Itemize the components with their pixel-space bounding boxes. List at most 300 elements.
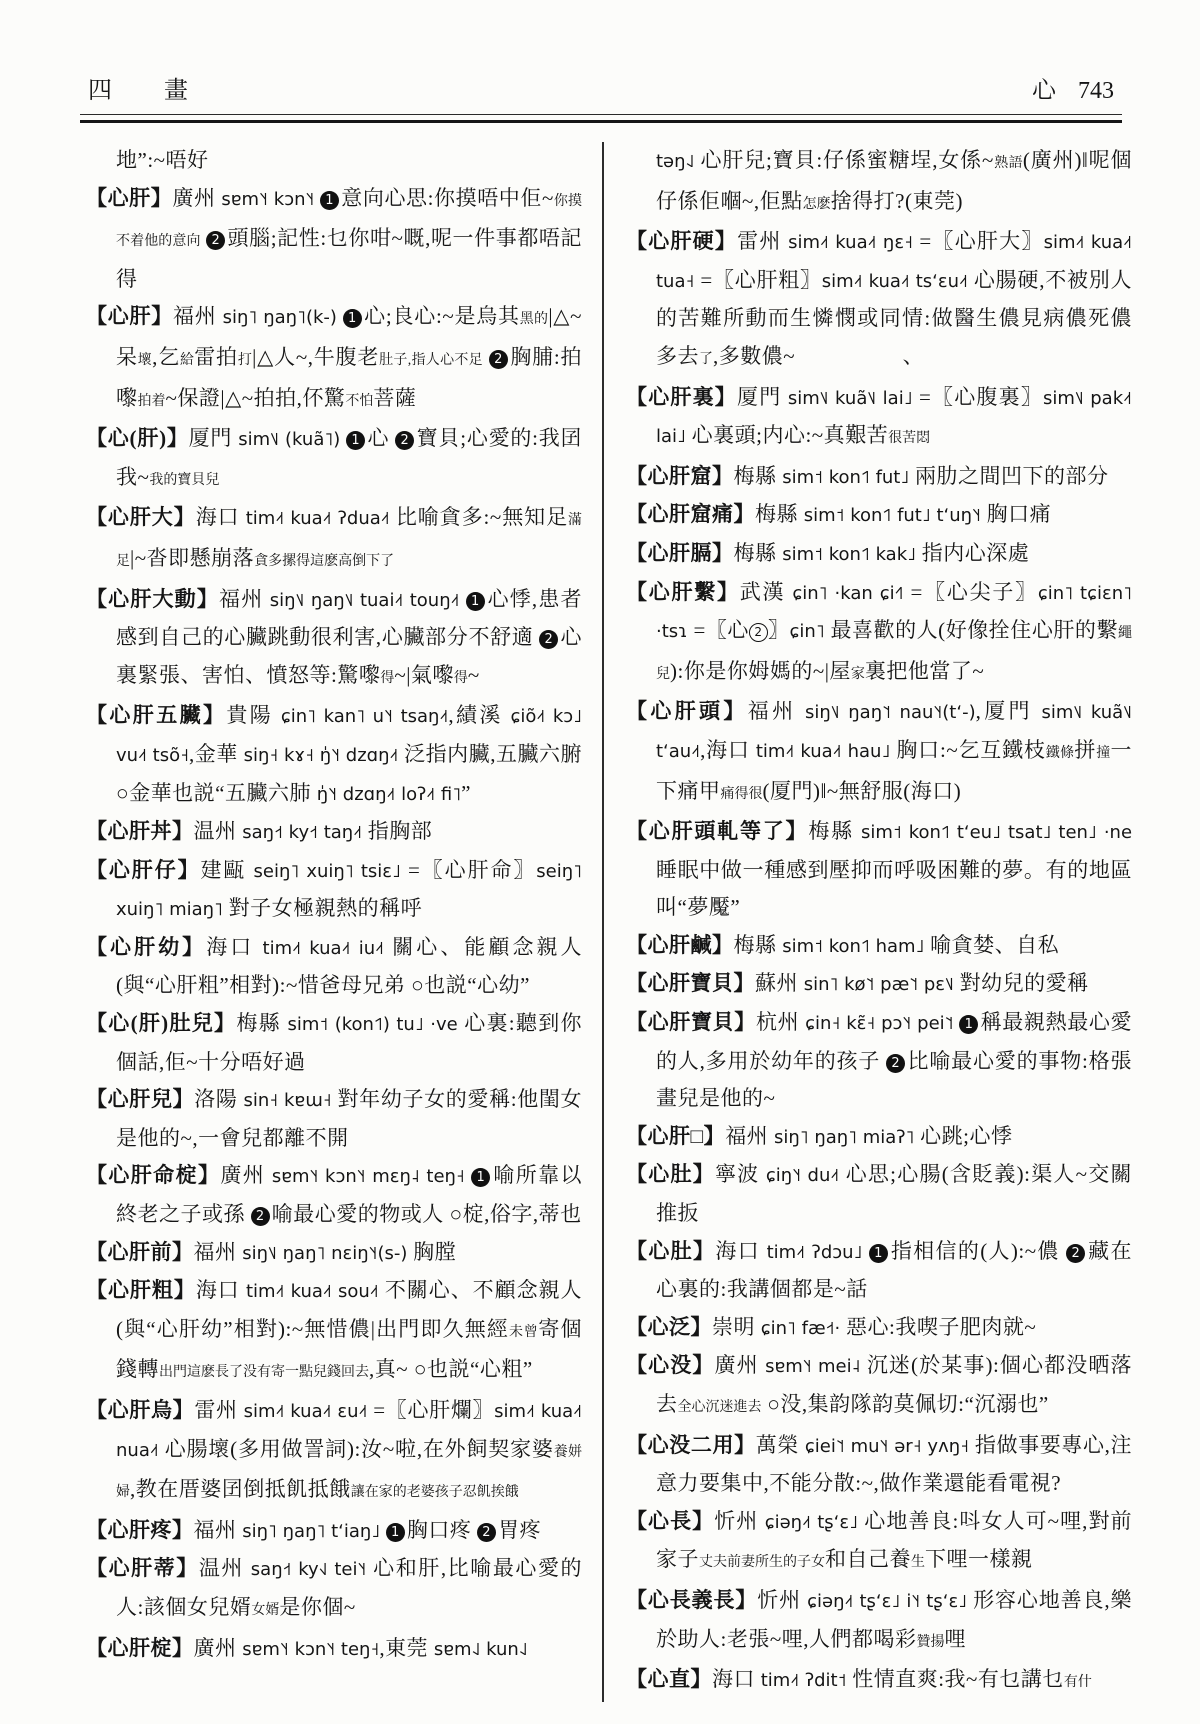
black-circled-number: 2: [395, 431, 414, 450]
definition-text: 兩肋之間凹下的部分: [914, 463, 1109, 488]
definition-text: 心和肝,比喻最心愛的人:該個女兒婿: [116, 1556, 583, 1619]
dictionary-entry: [86, 1512, 582, 1551]
definition-text: |△~呆: [116, 304, 583, 369]
phonetic-transcription: ŋ̍˥˧ dzɑŋ˨˦ loʔ˨˦ fi˥: [316, 783, 462, 805]
definition-text: =〖心腹裏〗: [919, 384, 1044, 409]
small-gloss: 女婿: [251, 1602, 280, 1618]
phonetic-transcription: ɕiŋ˥˧ du˨˦: [765, 1165, 846, 1187]
definition-text: 忻州: [714, 1508, 765, 1533]
small-gloss: 黑的: [519, 312, 549, 328]
definition-text: 胃疼: [498, 1517, 542, 1542]
dictionary-entry: [86, 1081, 582, 1157]
black-circled-number: 1: [471, 1168, 490, 1187]
phonetic-transcription: sim˥˩ pak˨˦ lai˩: [656, 387, 1132, 448]
definition-text: 寶貝;心愛的:我囝我~: [116, 426, 583, 489]
definition-text: ,真~ ○也説“心粗”: [369, 1357, 533, 1382]
black-circled-number: 2: [539, 630, 558, 649]
dictionary-entry: [626, 1156, 1132, 1232]
phonetic-transcription: sim˨˦ kua˨˦ nua˨˦: [116, 1401, 583, 1461]
headword: 【心肝命椗】: [86, 1163, 221, 1188]
definition-text: 一下痛甲: [656, 737, 1133, 803]
black-circled-number: 1: [346, 431, 365, 450]
definition-text: 廣州: [220, 1163, 272, 1188]
headword: 【心肝丼】: [86, 819, 194, 844]
definition-text: 梅縣: [733, 463, 783, 488]
definition-text: 心腸壞(多用做詈詞):汝~啦,在外飼契家婆: [164, 1436, 554, 1461]
definition-text: 梅縣: [755, 502, 804, 527]
dictionary-entry: [86, 852, 582, 929]
small-gloss: 讓在家的老婆孩子忍飢挨餓: [350, 1485, 519, 1501]
headword: 【心肝粗】: [86, 1278, 196, 1303]
definition-text: |△人~,牛腹老: [252, 344, 380, 369]
definition-text: 指内心深處: [921, 540, 1030, 565]
phonetic-transcription: sim˨˦ kua˨˦ tua˧: [656, 232, 1133, 292]
small-gloss: 有什: [1063, 1675, 1092, 1691]
phonetic-transcription: sim˥˩ kuã˥˩ lai˩: [787, 387, 919, 409]
small-gloss: 給: [179, 352, 195, 368]
black-circled-number: 2: [251, 1207, 270, 1226]
phonetic-transcription: ɕiõ˨˦ kɔ˩ vu˨˦ tsõ˧: [116, 706, 583, 766]
headword: 【心肝大動】: [86, 586, 220, 611]
small-gloss: 不怕: [345, 393, 374, 409]
definition-text: 胸脯:拍嚟: [116, 344, 583, 410]
small-gloss: 怎麽: [802, 196, 831, 212]
dictionary-entry: [626, 223, 1132, 378]
phonetic-transcription: ɕin˥ kan˥ u˥˧ tsaŋ˨˦: [280, 706, 449, 728]
small-gloss: 我的寶貝兒: [149, 472, 220, 488]
dictionary-entry: [86, 1392, 582, 1512]
definition-text: ,海口: [700, 737, 756, 762]
phonetic-transcription: seiŋ˥ xuiŋ˥ tsiɛ˩: [253, 860, 409, 882]
small-gloss: 很苦悶: [888, 431, 931, 447]
definition-text: 頭腦;記性:乜你咁~嘅,呢一件事都唔記得: [116, 226, 583, 291]
definition-text: 雷拍: [194, 344, 238, 369]
white-circled-number: 2: [749, 623, 768, 642]
small-gloss: 繩兒: [656, 626, 1133, 682]
definition-text: 對子女極親熱的稱呼: [228, 896, 423, 921]
phonetic-transcription: ɕin˥ tɕiɛn˥ ·tsɿ: [656, 582, 1133, 643]
phonetic-transcription: sim˦ kon˦˥ fut˩: [782, 466, 915, 488]
phonetic-transcription: sɐm˥˧ kɔn˥˧: [221, 188, 321, 210]
definition-text: 地”:~唔好: [116, 148, 209, 172]
phonetic-transcription: ɕiei˥˦ mu˥˧ ər˧ yʌŋ˧: [804, 1435, 975, 1457]
dictionary-column-left: [86, 142, 602, 1702]
small-gloss: 家: [850, 666, 865, 682]
headword: 【心直】: [626, 1667, 712, 1692]
definition-text: 對幼兒的愛稱: [959, 971, 1089, 996]
definition-text: 比喻貪多:~無知足: [395, 505, 569, 530]
dictionary-entry: [86, 1157, 582, 1233]
definition-text: =〖心肝大〗: [919, 229, 1044, 254]
definition-text: 最喜歡的人(好像拴住心肝的繫: [830, 618, 1119, 643]
dictionary-entry: [626, 458, 1132, 497]
definition-text: 稱最親熱最心愛的人,多用於幼年的孩子: [656, 1010, 1133, 1073]
dictionary-entry: [626, 965, 1132, 1004]
definition-text: 雷州: [194, 1398, 244, 1422]
definition-text: 厦門: [737, 384, 788, 409]
definition-text: 福州: [193, 1517, 243, 1542]
black-circled-number: 2: [886, 1054, 905, 1073]
definition-text: 福州: [173, 304, 223, 329]
phonetic-transcription: tim˨˦ kua˨˦ iu˨˦: [262, 937, 393, 959]
phonetic-transcription: sɐm˥˧ kɔn˥˧ teŋ˧: [242, 1638, 380, 1660]
headword: 【心肝】: [86, 185, 173, 210]
dictionary-entry: [86, 697, 582, 813]
definition-text: 梅縣: [733, 540, 783, 565]
definition-text: 捨得打?(東莞): [830, 188, 963, 213]
dictionary-entry: [626, 1004, 1132, 1118]
definition-text: ~: [467, 662, 480, 687]
definition-text: 拼: [1074, 737, 1097, 762]
phonetic-transcription: seiŋ˥ xuiŋ˥ miaŋ˥: [116, 860, 583, 921]
definition-text: 洛陽: [194, 1087, 244, 1112]
definition-text: 指做事要專心,注意力要集中,不能分散:~,做作業還能看電視?: [656, 1432, 1132, 1496]
black-circled-number: 1: [869, 1244, 888, 1263]
black-circled-number: 1: [320, 191, 339, 210]
definition-text: 喻所靠以終老之子或孫: [116, 1163, 583, 1227]
headword: 【心長義長】: [626, 1587, 758, 1612]
small-gloss: 生: [911, 1555, 925, 1571]
dictionary-entry: [626, 1661, 1132, 1702]
entry-continuation: [86, 142, 582, 180]
definition-text: 心裏:聽到你個話,佢~十分唔好過: [116, 1011, 582, 1074]
dictionary-entry: [86, 499, 582, 580]
definition-text: 萬榮: [755, 1432, 805, 1457]
headword: 【心泛】: [626, 1314, 712, 1339]
small-gloss: 熟語: [993, 156, 1023, 171]
definition-text: 睡眠中做一種感到壓抑而呼吸困難的夢。有的地區叫“夢魘”: [656, 857, 1132, 920]
definition-text: 是你個~: [279, 1594, 356, 1619]
definition-text: 指胸部: [367, 819, 433, 844]
definition-text: 梅縣: [733, 932, 783, 957]
dictionary-entry: [626, 1233, 1132, 1309]
phonetic-transcription: sim˥˩ kuã˥˩ tʻau˨˦: [656, 702, 1133, 762]
dictionary-entry: [86, 180, 582, 299]
definition-text: 蘇州: [755, 971, 804, 996]
definition-text: 海口: [195, 505, 246, 530]
headword: 【心肚】: [626, 1238, 716, 1263]
headword: 【心(肝)肚兒】: [86, 1011, 237, 1036]
phonetic-transcription: sim˦ kon˦˥ ham˩: [782, 935, 931, 957]
dictionary-entry: [86, 813, 582, 852]
headword: 【心肝】: [86, 304, 174, 329]
black-circled-number: 1: [343, 309, 362, 328]
small-gloss: 撞: [1096, 745, 1111, 761]
headword: 【心肝寶貝】: [626, 1010, 756, 1035]
definition-text: 關心、能顧念親人(與“心肝粗”相對):~惜爸母兄弟 ○也説“心幼”: [116, 934, 583, 998]
definition-text: 胸口疼: [406, 1517, 478, 1542]
phonetic-transcription: siŋ˥˩ ŋaŋ˥˩ tuai˨˦ touŋ˨˦: [269, 589, 466, 611]
definition-text: 雷州: [737, 229, 789, 254]
definition-text: |~沓即懸崩落: [130, 545, 255, 570]
definition-text: ,多數儂~ 、: [713, 343, 925, 368]
phonetic-transcription: sim˨˦ kua˨˦ ŋɛ˧: [788, 232, 920, 254]
phonetic-transcription: ɕin˧ kɛ̃˧ pɔ˥˧ pei˥˦: [805, 1013, 960, 1035]
phonetic-transcription: ɕin˥ ·kan ɕi˧˥: [792, 582, 911, 604]
headword: 【心肝幼】: [86, 934, 207, 959]
small-gloss: 壞: [137, 352, 153, 368]
definition-text: =〖心肝粗〗: [700, 267, 822, 292]
headword: 【心没二用】: [626, 1432, 756, 1457]
dictionary-entry: [626, 1118, 1132, 1157]
phonetic-transcription: siŋ˥ ŋaŋ˥ tʻiaŋ˩: [242, 1520, 386, 1542]
dictionary-entry: [626, 927, 1132, 966]
definition-text: =〖心尖子〗: [910, 579, 1038, 604]
dictionary-entry: [86, 298, 582, 420]
definition-text: 喻貪婪、自私: [930, 932, 1060, 957]
headword: 【心肝疼】: [86, 1517, 194, 1542]
definition-text: 福州: [193, 1239, 243, 1264]
definition-text: ,教在厝婆囝倒抵飢抵餓: [130, 1477, 351, 1502]
definition-text: ,東莞: [379, 1635, 434, 1660]
dictionary-entry: [626, 813, 1132, 927]
definition-text: 廣州: [172, 185, 222, 210]
dictionary-entry: [86, 1550, 582, 1629]
page-guide: [1032, 70, 1114, 105]
definition-text: 喻最心愛的物或人 ○椗,俗字,蒂也: [271, 1202, 582, 1227]
definition-text: 比喻最心愛的事物:格張畫兒是他的~: [656, 1048, 1132, 1111]
definition-text: 厦門: [188, 426, 239, 451]
headword: 【心肝鹹】: [626, 932, 734, 957]
headword: 【心肝仔】: [86, 857, 201, 882]
definition-text: 心腸硬,不被別人的苦難所動而生憐憫或同情:做醫生儂見病儂死儂多去: [656, 267, 1133, 368]
definition-text: 沉迷(於某事):個心都没晒落去: [656, 1353, 1132, 1416]
small-gloss: 拍着: [137, 393, 166, 409]
phonetic-transcription: ɕiəŋ˨˦ tʂʻɛ˩ i˥˧ tʂʻɛ˩: [807, 1590, 974, 1612]
definition-text: 惡心:我喫子肥肉就~: [846, 1314, 1037, 1339]
definition-text: 對年幼子女的愛稱:他閨女是他的~,一會兒都離不開: [116, 1087, 583, 1150]
headword: 【心肝頭】: [626, 699, 748, 724]
definition-text: 貴陽: [226, 703, 281, 728]
definition-text: 〗: [767, 618, 790, 643]
definition-text: 哩: [944, 1626, 966, 1651]
small-gloss: 貪多摞得這麽高倒下了: [254, 553, 395, 569]
dictionary-entry: [626, 1427, 1132, 1503]
phonetic-transcription: təŋ˨˩: [656, 151, 701, 172]
phonetic-transcription: saŋ˧˦ ky˧˩ tei˥˧: [250, 1559, 374, 1581]
definition-text: 武漢: [739, 579, 793, 604]
small-gloss: 了: [699, 351, 713, 367]
definition-text: 心裏頭;内心:~真艱苦: [691, 423, 889, 448]
definition-text: ,乞: [152, 344, 180, 369]
dictionary-entry: [626, 574, 1132, 694]
definition-text: 梅縣: [808, 819, 861, 844]
definition-text: 胸口:~乞互鐵枝: [896, 737, 1046, 762]
definition-text: 心肝兒;寶貝:仔係蜜糖埕,女係~: [700, 148, 994, 172]
phonetic-transcription: sɐm˨˩ kun˨˩: [433, 1638, 528, 1660]
phonetic-transcription: sim˨˦ kua˨˦ ɛu˨˦: [243, 1401, 374, 1422]
page-number: 743: [1078, 78, 1114, 104]
dictionary-entry: [626, 1582, 1132, 1661]
definition-text: [483, 345, 489, 369]
definition-text: 寄個錢轉: [116, 1316, 583, 1382]
definition-text: 指相信的(人):~儂: [890, 1238, 1067, 1263]
definition-text: 温州: [198, 1556, 251, 1581]
definition-text: 裏把他當了~: [864, 658, 985, 683]
definition-text: 杭州: [755, 1010, 806, 1035]
phonetic-transcription: sɐm˥˧ mei˨: [765, 1356, 867, 1378]
phonetic-transcription: sim˦ kon˦˥ fut˩ tʻuŋ˥˧: [803, 505, 987, 527]
definition-text: ,績溪: [448, 703, 511, 728]
phonetic-transcription: siŋ˥˩ ŋaŋ˥ nɛiŋ˥˧(s-): [242, 1242, 414, 1264]
headword: 【心肝硬】: [626, 229, 738, 254]
definition-text: ~|氣嚟: [394, 662, 454, 687]
headword: 【心長】: [626, 1508, 715, 1533]
small-gloss: 打: [237, 352, 253, 368]
entry-continuation: [626, 142, 1132, 223]
definition-text: 海口: [712, 1667, 761, 1692]
definition-text: 廣州: [714, 1353, 766, 1378]
phonetic-transcription: tim˨˦ ʔdɔu˩: [766, 1241, 869, 1263]
phonetic-transcription: siŋ˥˩ ŋaŋ˥˦ nau˥˧(tʻ-): [805, 702, 976, 724]
dictionary-entry: [86, 420, 582, 499]
dictionary-entry: [626, 1309, 1132, 1348]
phonetic-transcription: ɕiəŋ˨˦ tʂʻɛ˩: [764, 1511, 865, 1533]
phonetic-transcription: sim˥˩ (kuã˥): [238, 429, 347, 451]
small-gloss: 全心沉迷進去: [677, 1400, 762, 1415]
dictionary-entry: [626, 1347, 1132, 1426]
small-gloss: 鐵條: [1045, 745, 1075, 761]
dictionary-entry: [86, 1272, 582, 1392]
definition-text: ”: [461, 780, 471, 805]
page-header: [88, 70, 1114, 105]
definition-text: 心地善良:呌女人可~哩,對前家子: [656, 1508, 1133, 1572]
definition-text: 胸膛: [413, 1239, 457, 1264]
dictionary-entry: [626, 379, 1132, 458]
dictionary-entry: [86, 929, 582, 1005]
definition-text: 心跳;心悸: [920, 1123, 1013, 1148]
small-gloss: 得: [380, 670, 395, 686]
definition-text: =〖心: [693, 618, 749, 643]
black-circled-number: 1: [959, 1015, 978, 1034]
headword: 【心没】: [626, 1353, 715, 1378]
definition-text: 寧波: [714, 1162, 766, 1187]
definition-text: 不關心、不顧念親人(與“心肝幼”相對):~無惜儂|出門即久無經: [116, 1278, 583, 1341]
small-gloss: 肚子,指人心不足: [379, 352, 483, 368]
definition-text: 海口: [195, 1278, 246, 1303]
definition-text: ,金華: [189, 741, 244, 766]
phonetic-transcription: ɕin˥ fæ˧˦·: [760, 1317, 846, 1339]
black-circled-number: 2: [1066, 1244, 1085, 1263]
definition-text: (廣州)‖呢個仔係佢嗰~,佢點: [656, 148, 1133, 213]
headword: 【心肝頭軋等了】: [626, 819, 809, 844]
definition-text: 心;良心:~是烏其: [363, 304, 520, 329]
small-gloss: 出門這麽長了没有寄一點兒錢回去: [159, 1365, 369, 1381]
phonetic-transcription: tim˨˦ kua˨˦ sou˨˦: [245, 1281, 385, 1303]
definition-text: ,厦門: [975, 699, 1042, 724]
dictionary-column-right: [604, 142, 1132, 1702]
headword: 【心肝□】: [626, 1123, 726, 1148]
definition-text: ):你是你姆媽的~|屋: [670, 658, 851, 683]
definition-text: 意向心思:你摸唔中佢~: [341, 185, 554, 210]
headword: 【心肚】: [626, 1162, 715, 1187]
headword: 【心肝大】: [86, 505, 196, 530]
header-rule: [80, 114, 1122, 123]
dictionary-entry: [626, 535, 1132, 574]
definition-text: 福州: [747, 699, 806, 724]
phonetic-transcription: tim˨˦ kua˨˦ hau˩: [755, 740, 897, 762]
definition-text: ~保證|△~拍拍,伓驚: [165, 385, 346, 410]
definition-text: 心裏緊張、害怕、憤怒等:驚嚟: [116, 625, 583, 687]
small-gloss: 丈夫前妻所生的子女: [699, 1555, 825, 1571]
definition-text: 廣州: [193, 1635, 243, 1660]
headword: 【心肝兒】: [86, 1087, 195, 1112]
definition-text: 海口: [206, 934, 263, 959]
text-columns: [86, 142, 1132, 1702]
definition-text: ○没,集韵隊韵莫佩切:“沉溺也”: [761, 1392, 1049, 1416]
definition-text: 菩薩: [373, 385, 417, 410]
definition-text: 建甌: [200, 857, 254, 882]
headword: 【心肝蒂】: [86, 1556, 199, 1581]
small-gloss: 得: [453, 670, 468, 686]
dictionary-entry: [626, 496, 1132, 535]
dictionary-entry: [86, 581, 582, 698]
small-gloss: 你摸不着他的意向: [116, 193, 583, 250]
phonetic-transcription: sɐm˥˧ kɔn˥˧ mɛŋ˨ teŋ˧: [271, 1166, 472, 1188]
definition-text: 忻州: [757, 1587, 808, 1612]
black-circled-number: 2: [489, 350, 508, 369]
headword: 【心肝前】: [86, 1239, 194, 1264]
definition-text: 福州: [219, 586, 270, 611]
phonetic-transcription: sim˦ kon˦˥ kak˩: [782, 543, 922, 565]
phonetic-transcription: sim˦ kon˦˥ tʻeu˩ tsat˩ ten˩ ·ne: [860, 822, 1133, 844]
phonetic-transcription: ɕin˥: [789, 621, 831, 643]
phonetic-transcription: siŋ˥ ŋaŋ˥(k-): [222, 307, 343, 329]
phonetic-transcription: sin˧ kɐɯ˧: [243, 1090, 338, 1112]
radical-stroke-section: 四 畫: [88, 78, 202, 104]
headword: 【心肝椗】: [86, 1635, 194, 1660]
definition-text: 和自己養: [825, 1547, 911, 1572]
phonetic-transcription: sim˨˦ kua˨˦ tsʻɛu˨˦: [821, 270, 974, 292]
definition-text: =〖心肝爛〗: [373, 1398, 495, 1422]
headword: 【心肝窟痛】: [626, 502, 755, 527]
phonetic-transcription: saŋ˧˦ ky˧˦ taŋ˨˦: [242, 822, 368, 844]
phonetic-transcription: sim˦ (kon˦˥) tu˩ ·ve: [287, 1014, 465, 1036]
definition-text: 心: [367, 426, 396, 451]
definition-text: 性情直爽:我~有乜講乜: [852, 1667, 1064, 1692]
definition-text: 温州: [193, 819, 243, 844]
black-circled-number: 2: [206, 231, 225, 250]
phonetic-transcription: siŋ˧ kɤ˧ ŋ̍˥˧ dzɑŋ˨˦: [243, 744, 405, 766]
small-gloss: 養姘婦: [116, 1444, 583, 1501]
headword: 【心肝窟】: [626, 463, 734, 488]
dictionary-entry: [86, 1630, 582, 1669]
definition-text: 泛指内臟,五臟六腑 ○金華也説“五臟六肺: [116, 741, 583, 805]
small-gloss: 未曾: [509, 1324, 539, 1340]
small-gloss: 痛得很: [720, 786, 763, 802]
phonetic-transcription: tim˨˦ kua˨˦ ʔdua˨˦: [245, 508, 396, 530]
black-circled-number: 1: [466, 592, 485, 611]
definition-text: 藏在心裏的:我講個都是~話: [656, 1238, 1133, 1302]
headword: 【心肝繫】: [626, 579, 740, 604]
definition-text: 下哩一樣親: [925, 1547, 1033, 1572]
phonetic-transcription: siŋ˥ ŋaŋ˥ miaʔ˥: [773, 1126, 921, 1148]
headword: 【心肝烏】: [86, 1398, 195, 1422]
headword: 【心肝膈】: [626, 540, 734, 565]
definition-text: 心悸,患者感到自己的心臟跳動很利害,心臟部分不舒適: [116, 586, 583, 650]
definition-text: 胸口痛: [986, 502, 1052, 527]
headword: 【心肝寶貝】: [626, 971, 755, 996]
dictionary-entry: [626, 693, 1132, 813]
small-gloss: 滿足: [116, 513, 583, 569]
dictionary-entry: [86, 1005, 582, 1081]
dictionary-entry: [626, 1503, 1132, 1582]
small-gloss: 贊揚: [916, 1634, 945, 1650]
definition-text: 形容心地善良,樂於助人:老張~哩,人們都喝彩: [656, 1587, 1133, 1651]
guide-character: 心: [1032, 78, 1056, 104]
definition-text: 海口: [715, 1238, 767, 1263]
definition-text: 福州: [725, 1123, 774, 1148]
